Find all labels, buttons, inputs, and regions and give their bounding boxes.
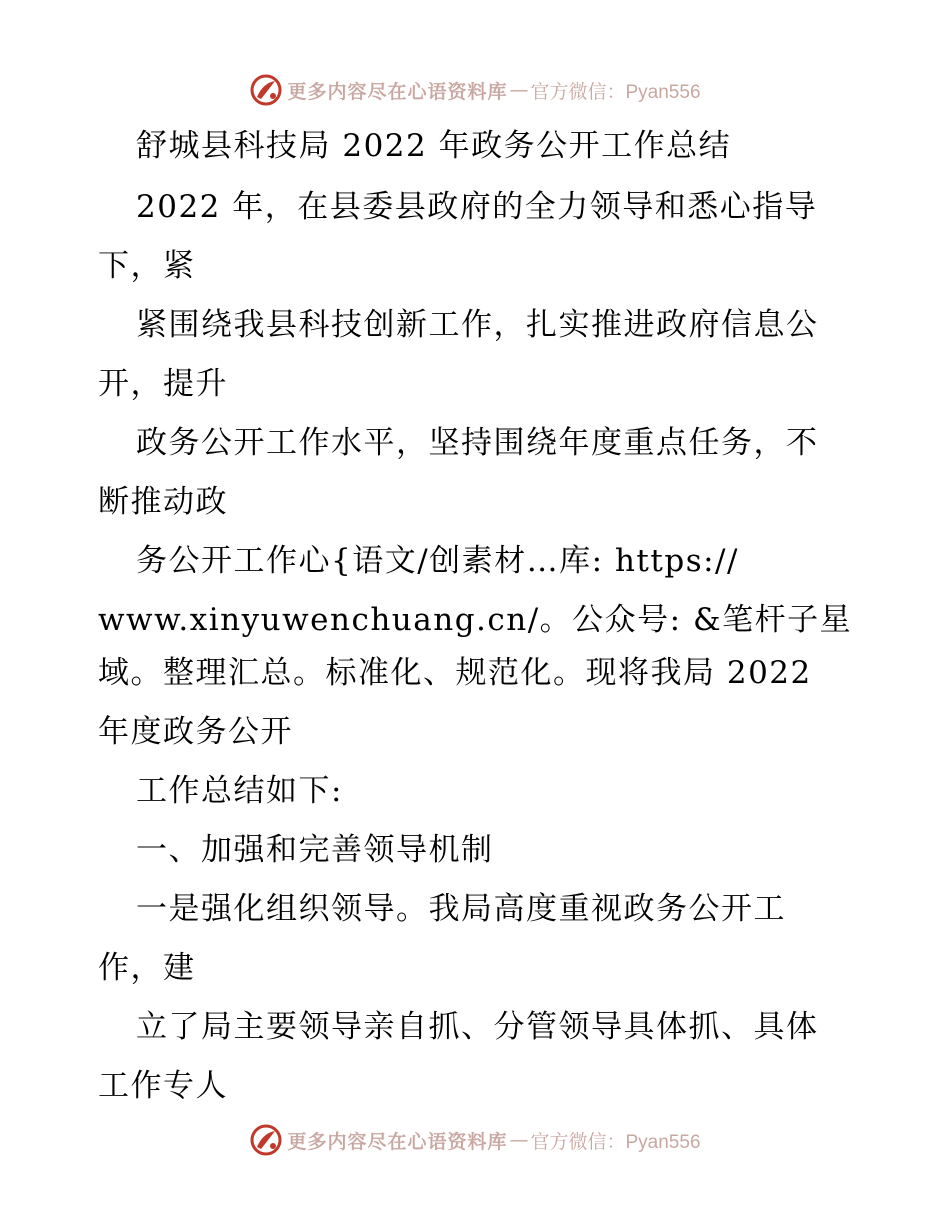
document-title: 舒城县科技局 2022 年政务公开工作总结: [136, 128, 732, 164]
paragraph-line: 一是强化组织领导。我局高度重视政务公开工: [136, 891, 786, 927]
paragraph-line: 作，建: [98, 950, 196, 986]
paragraph-line: 开，提升: [98, 366, 228, 402]
banner-title: 更多内容尽在心语资料库: [287, 80, 508, 103]
banner-contact: 官方微信：Pyan556: [530, 81, 701, 103]
header-banner: [0, 68, 950, 112]
banner-dash: —: [509, 1129, 529, 1151]
brush-logo-icon: [249, 73, 283, 107]
paragraph-line: 工作总结如下:: [136, 773, 343, 809]
brush-logo-icon: [249, 1123, 283, 1157]
paragraph-line: 下，紧: [98, 248, 196, 284]
paragraph-line: 立了局主要领导亲自抓、分管领导具体抓、具体: [136, 1009, 819, 1045]
banner-contact: 官方微信：Pyan556: [530, 1131, 701, 1153]
paragraph-line: 域。整理汇总。标准化、规范化。现将我局 2022: [98, 655, 812, 691]
section-heading: 一、加强和完善领导机制: [136, 832, 494, 868]
banner-title: 更多内容尽在心语资料库: [287, 1130, 508, 1153]
banner-dash: —: [509, 79, 529, 101]
paragraph-line: 务公开工作心{语文/创素材…库: https://: [136, 543, 739, 579]
paragraph-line: 政务公开工作水平，坚持围绕年度重点任务，不: [136, 425, 819, 461]
paragraph-line: 工作专人: [98, 1068, 228, 1104]
paragraph-line: 紧围绕我县科技创新工作，扎实推进政府信息公: [136, 307, 819, 343]
paragraph-line: 年度政务公开: [98, 714, 293, 750]
footer-banner: [0, 1118, 950, 1162]
paragraph-line: 2022 年，在县委县政府的全力领导和悉心指导: [136, 189, 818, 225]
paragraph-line: 断推动政: [98, 484, 228, 520]
paragraph-line: www.xinyuwenchuang.cn/。公众号: &笔杆子星: [98, 602, 853, 638]
